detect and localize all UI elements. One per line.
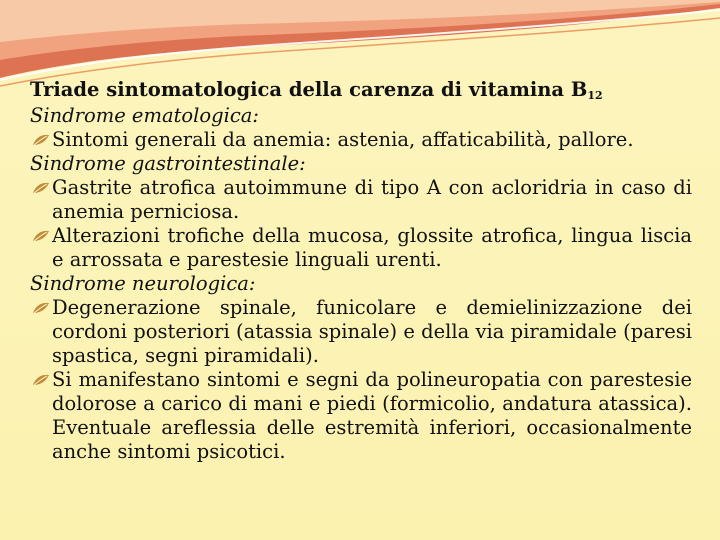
leaf-bullet-icon [32, 181, 50, 195]
bullet-text: Si manifestano sintomi e segni da polineuropatia con parestesie dolorose a carico di mani e piedi (formicolio, andatura atassica). Eventuale areflessia delle estremità inferiori, occasionalmente anche sintomi psicotici. [52, 368, 692, 463]
section-heading-gastrointestinale: Sindrome gastrointestinale: [30, 152, 306, 175]
slide-title [30, 78, 692, 102]
bullet-item [30, 368, 692, 464]
bullet-text: Degenerazione spinale, funicolare e demielinizzazione dei cordoni posteriori (atassia spinale) e della via piramidale (paresi spastica, segni piramidali). [52, 296, 692, 367]
slide-content [30, 78, 692, 464]
bullet-text: Sintomi generali da anemia: astenia, affaticabilità, pallore. [52, 128, 634, 151]
leaf-bullet-icon [32, 229, 50, 243]
section-heading-neurologica: Sindrome neurologica: [30, 272, 256, 295]
bullet-item [30, 176, 692, 224]
title-text: Triade sintomatologica della carenza di vitamina B [30, 78, 588, 101]
bullet-item [30, 296, 692, 368]
title-subscript: 12 [587, 89, 603, 102]
leaf-bullet-icon [32, 133, 50, 147]
section-heading-ematologica: Sindrome ematologica: [30, 104, 259, 127]
bullet-text: Gastrite atrofica autoimmune di tipo A con acloridria in caso di anemia perniciosa. [52, 176, 692, 223]
bullet-text: Alterazioni trofiche della mucosa, glossite atrofica, lingua liscia e arrossata e parestesie linguali urenti. [52, 224, 692, 271]
wave-decoration [0, 0, 720, 90]
bullet-item [30, 128, 692, 152]
leaf-bullet-icon [32, 373, 50, 387]
bullet-item [30, 224, 692, 272]
leaf-bullet-icon [32, 301, 50, 315]
